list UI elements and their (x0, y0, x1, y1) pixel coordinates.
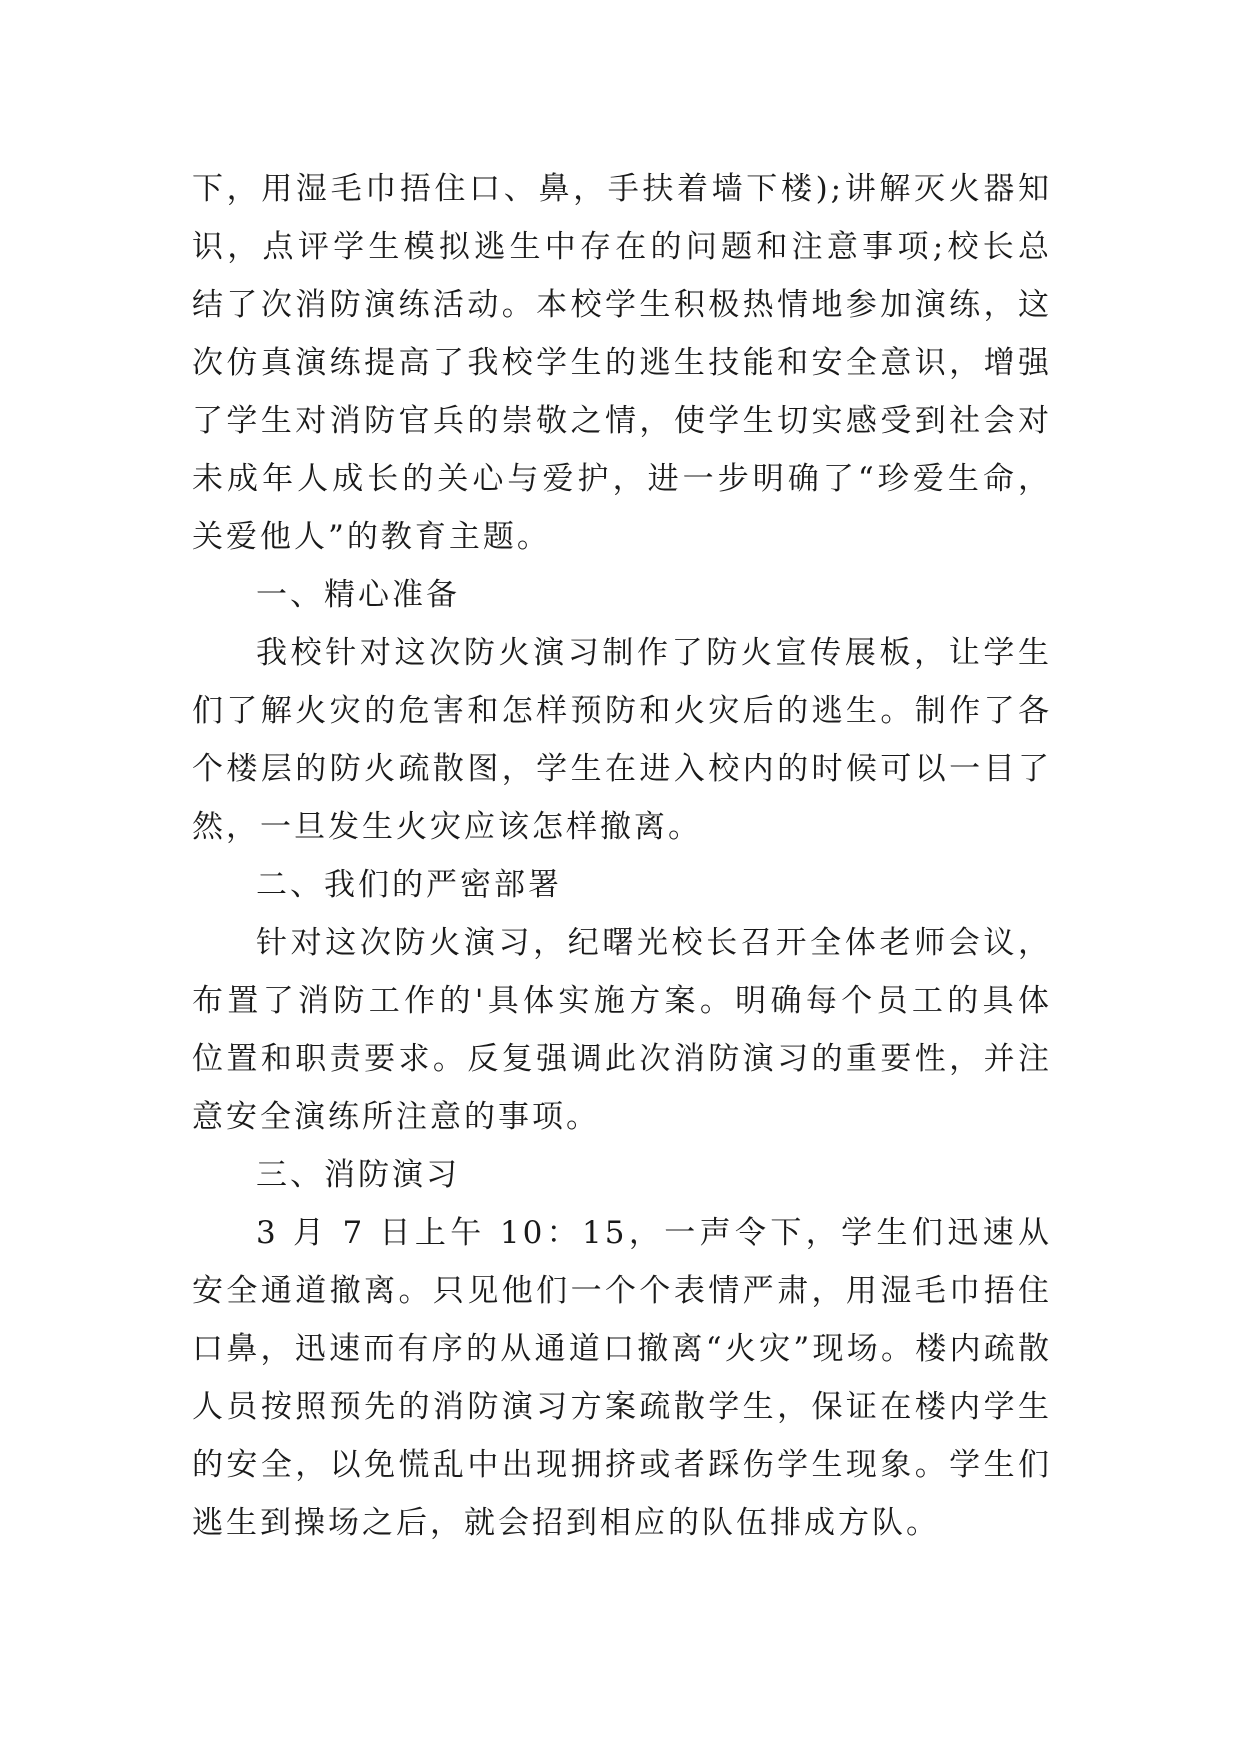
section-heading-drill: 三、消防演习 (256, 1157, 460, 1193)
section-heading-preparation: 一、精心准备 (256, 577, 460, 613)
paragraph-drill: 3 月 7 日上午 10：15，一声令下，学生们迅速从安全通道撤离。只见他们一个个表情严肃，用湿毛巾捂住口鼻，迅速而有序的从通道口撤离“火灾”现场。楼内疏散人员按照预先的消防演习方案疏散学生，保证在楼内学生的安全，以免慌乱中出现拥挤或者踩伤学生现象。学生们逃生到操场之后，就会招到相应的队伍排成方队。 (192, 1215, 1052, 1541)
paragraph-continuation: 下，用湿毛巾捂住口、鼻，手扶着墙下楼);讲解灭火器知识，点评学生模拟逃生中存在的问题和注意事项;校长总结了次消防演练活动。本校学生积极热情地参加演练，这次仿真演练提高了我校学生的逃生技能和安全意识，增强了学生对消防官兵的崇敬之情，使学生切实感受到社会对未成年人成长的关心与爱护，进一步明确了“珍爱生命，关爱他人”的教育主题。 (192, 171, 1052, 555)
paragraph-preparation: 我校针对这次防火演习制作了防火宣传展板，让学生们了解火灾的危害和怎样预防和火灾后的逃生。制作了各个楼层的防火疏散图，学生在进入校内的时候可以一目了然，一旦发生火灾应该怎样撤离。 (192, 635, 1052, 845)
document-body (192, 160, 1052, 1552)
paragraph-deployment: 针对这次防火演习，纪曙光校长召开全体老师会议，布置了消防工作的'具体实施方案。明确每个员工的具体位置和职责要求。反复强调此次消防演习的重要性，并注意安全演练所注意的事项。 (192, 925, 1052, 1135)
section-heading-deployment: 二、我们的严密部署 (256, 867, 562, 903)
